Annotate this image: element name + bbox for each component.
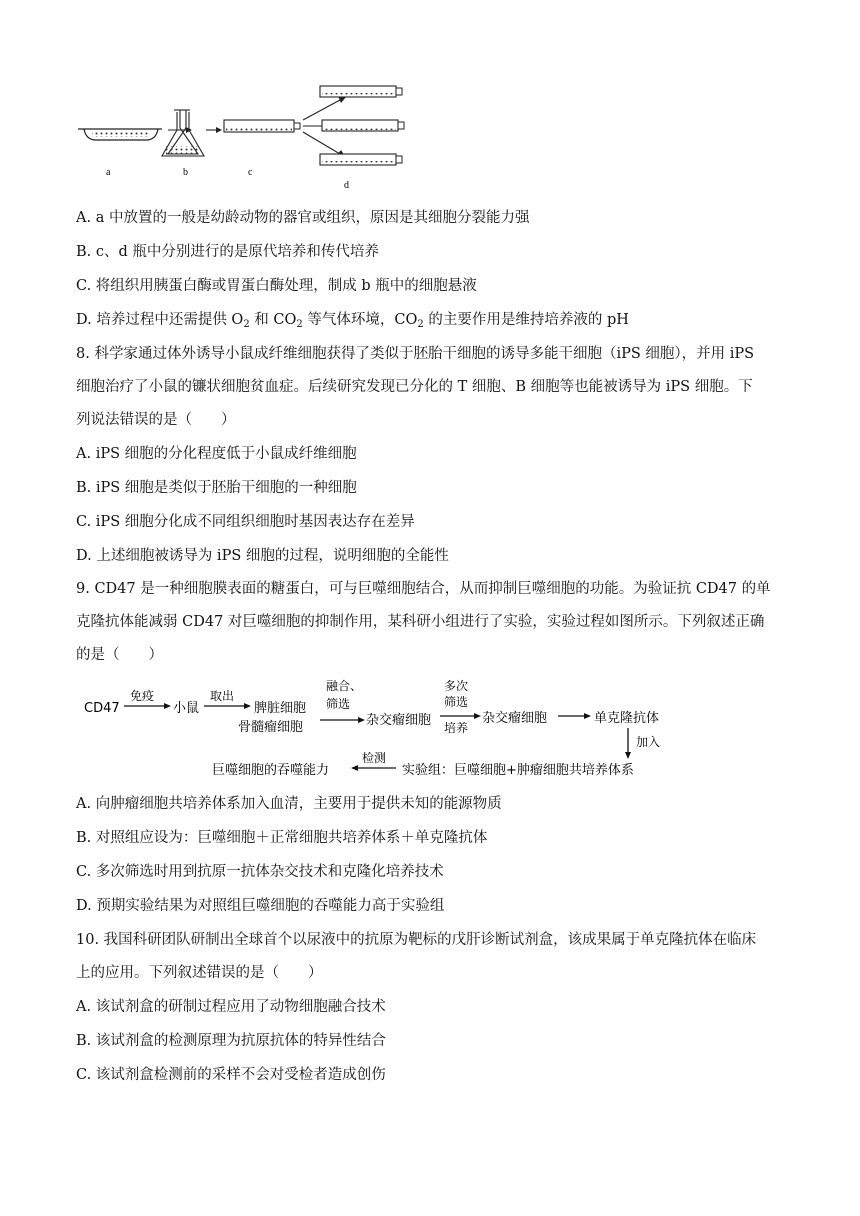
q10-option-b: B. 该试剂盒的检测原理为抗原抗体的特异性结合	[76, 1033, 386, 1049]
q9-option-d: D. 预期实验结果为对照组巨噬细胞的吞噬能力高于实验组	[76, 898, 445, 914]
node-hybridoma-2: 杂交瘤细胞	[482, 711, 548, 726]
node-mouse: 小鼠	[173, 701, 200, 716]
q10-option-a: A. 该试剂盒的研制过程应用了动物细胞融合技术	[76, 999, 386, 1015]
q9-stem-line-3: 的是（ ）	[76, 647, 163, 663]
label-detect: 检测	[362, 751, 387, 765]
q7-option-a: A. a 中放置的一般是幼龄动物的器官或组织，原因是其细胞分裂能力强	[76, 210, 530, 226]
node-experiment-group: 实验组：巨噬细胞+肿瘤细胞共培养体系	[402, 763, 634, 778]
label-immune: 免疫	[130, 689, 155, 703]
label-a: a	[106, 167, 111, 178]
label-take: 取出	[210, 689, 235, 703]
label-c: c	[248, 167, 253, 178]
q9-option-a: A. 向肿瘤细胞共培养体系加入血清，主要用于提供未知的能源物质	[76, 796, 502, 812]
q8-option-b: B. iPS 细胞是类似于胚胎干细胞的一种细胞	[76, 480, 357, 496]
q8-stem-line-1: 8. 科学家通过体外诱导小鼠成纤维细胞获得了类似于胚胎干细胞的诱导多能干细胞（iPS 细胞），并用 iPS	[76, 346, 755, 362]
q9-option-b: B. 对照组应设为：巨噬细胞＋正常细胞共培养体系＋单克隆抗体	[76, 830, 488, 846]
q10-stem-line-2: 上的应用。下列叙述错误的是（ ）	[76, 965, 323, 981]
label-d: d	[344, 180, 349, 191]
q8-stem-line-2: 细胞治疗了小鼠的镰状细胞贫血症。后续研究发现已分化的 T 细胞、B 细胞等也能被诱导为 iPS 细胞。下	[76, 379, 753, 395]
q8-option-c: C. iPS 细胞分化成不同组织细胞时基因表达存在差异	[76, 514, 415, 530]
node-mab: 单克隆抗体	[594, 711, 660, 726]
q7-option-d: D. 培养过程中还需提供 $O_2$ 和 $CO_2$ 等气体环境，$CO_2$ 的主要作用是维持培养液的 pH	[76, 312, 629, 330]
q10-option-c: C. 该试剂盒检测前的采样不会对受检者造成创伤	[76, 1067, 386, 1083]
q7-option-c: C. 将组织用胰蛋白酶或胃蛋白酶处理，制成 b 瓶中的细胞悬液	[76, 278, 477, 294]
q8-stem-line-3: 列说法错误的是（ ）	[76, 412, 236, 428]
label-fuse-1: 融合、	[326, 679, 363, 693]
node-hybridoma-1: 杂交瘤细胞	[366, 713, 432, 728]
q9-option-c: C. 多次筛选时用到抗原一抗体杂交技术和克隆化培养技术	[76, 864, 444, 880]
cell-culture-figure	[70, 76, 420, 196]
node-cd47: CD47	[84, 701, 120, 716]
label-fuse-2: 筛选	[326, 697, 351, 711]
node-myeloma: 骨髓瘤细胞	[238, 720, 304, 735]
label-multi-3: 培养	[444, 721, 469, 735]
label-multi-1: 多次	[444, 679, 469, 693]
node-phagocytosis: 巨噬细胞的吞噬能力	[212, 763, 330, 778]
bottle-c	[224, 120, 300, 132]
q7-option-b: B. c、d 瓶中分别进行的是原代培养和传代培养	[76, 244, 379, 260]
flask-b	[162, 110, 204, 156]
dish-a	[78, 129, 162, 140]
q10-stem-line-1: 10. 我国科研团队研制出全球首个以尿液中的抗原为靶标的戊肝诊断试剂盒，该成果属于单克隆抗体在临床	[76, 932, 757, 948]
node-spleen: 脾脏细胞	[254, 701, 307, 716]
bottles-d	[320, 86, 404, 165]
q8-option-d: D. 上述细胞被诱导为 iPS 细胞的过程，说明细胞的全能性	[76, 548, 449, 564]
q9-stem-line-1: 9. CD47 是一种细胞膜表面的糖蛋白，可与巨噬细胞结合，从而抑制巨噬细胞的功能。为验证抗 CD47 的单	[76, 581, 771, 597]
q9-stem-line-2: 克隆抗体能减弱 CD47 对巨噬细胞的抑制作用，某科研小组进行了实验，实验过程如图所示。下列叙述正确	[76, 614, 765, 630]
label-add: 加入	[636, 735, 661, 749]
antibody-flowchart	[78, 676, 698, 786]
label-b: b	[183, 167, 188, 178]
label-multi-2: 筛选	[444, 695, 469, 709]
q8-option-a: A. iPS 细胞的分化程度低于小鼠成纤维细胞	[76, 446, 357, 462]
